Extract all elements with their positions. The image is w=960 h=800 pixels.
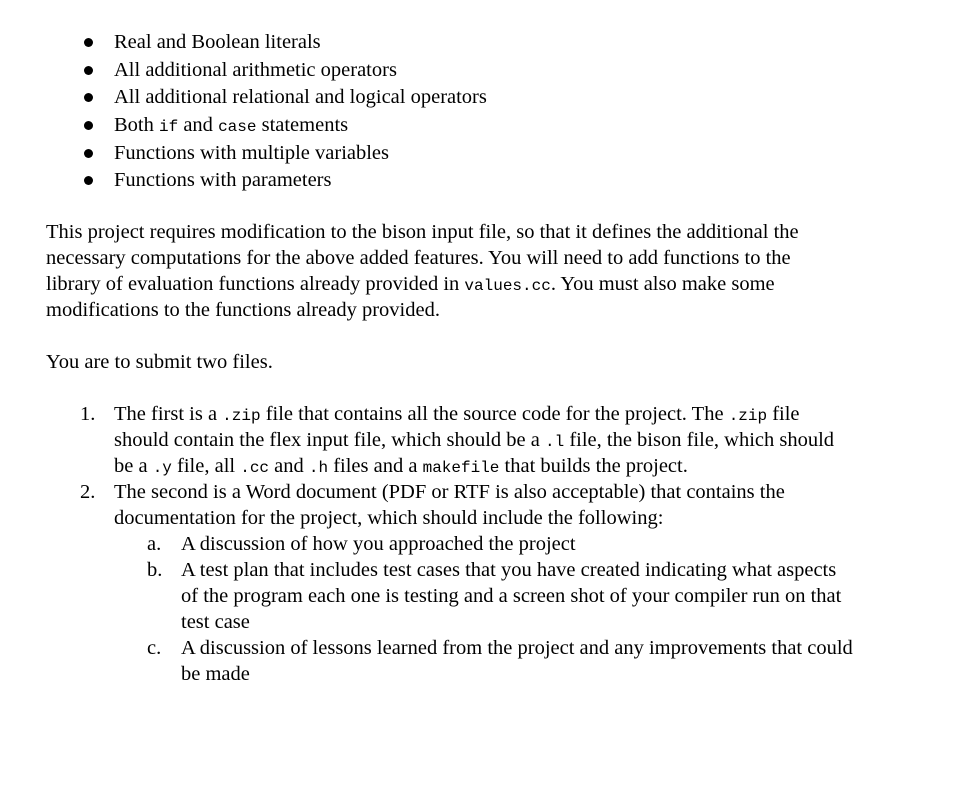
list-number: 2. [80, 481, 96, 503]
bullet-icon [84, 176, 93, 185]
feature-item: All additional relational and logical operators [114, 86, 487, 108]
paragraph-line: modifications to the functions already provided. [46, 299, 440, 321]
list-item-line: documentation for the project, which should include the following: [114, 507, 664, 529]
feature-item: Real and Boolean literals [114, 31, 321, 53]
bullet-icon [84, 121, 93, 130]
sub-list-line: A discussion of lessons learned from the project and any improvements that could [181, 637, 853, 659]
feature-item: All additional arithmetic operators [114, 59, 397, 81]
paragraph-line: necessary computations for the above added features. You will need to add functions to the [46, 247, 791, 269]
submit-intro: You are to submit two files. [46, 351, 273, 373]
feature-item: Functions with multiple variables [114, 142, 390, 164]
sub-list-line: test case [181, 611, 250, 633]
list-item-line: should contain the flex input file, which should be a .l file, the bison file, which should [114, 429, 835, 451]
paragraph-line: library of evaluation functions already provided in values.cc. You must also make some [46, 273, 775, 295]
sub-list-line: A discussion of how you approached the project [181, 533, 576, 555]
feature-item: Functions with parameters [114, 169, 332, 191]
sub-list-line: A test plan that includes test cases that you have created indicating what aspects [181, 559, 837, 581]
bullet-icon [84, 38, 93, 47]
list-item-line: The first is a .zip file that contains all the source code for the project. The .zip file [114, 403, 800, 425]
feature-item: Both if and case statements [114, 114, 349, 136]
list-number: 1. [80, 403, 96, 425]
sub-list-line: be made [181, 663, 250, 685]
sub-list-line: of the program each one is testing and a screen shot of your compiler run on that [181, 585, 842, 607]
paragraph-line: This project requires modification to the bison input file, so that it defines the additional the [46, 221, 799, 243]
sub-list-letter: c. [147, 637, 162, 659]
bullet-icon [84, 66, 93, 75]
bullet-icon [84, 149, 93, 158]
sub-list-letter: b. [147, 559, 163, 581]
sub-list-letter: a. [147, 533, 162, 555]
bullet-icon [84, 93, 93, 102]
list-item-line: be a .y file, all .cc and .h files and a makefile that builds the project. [114, 455, 688, 477]
list-item-line: The second is a Word document (PDF or RTF is also acceptable) that contains the [114, 481, 785, 503]
